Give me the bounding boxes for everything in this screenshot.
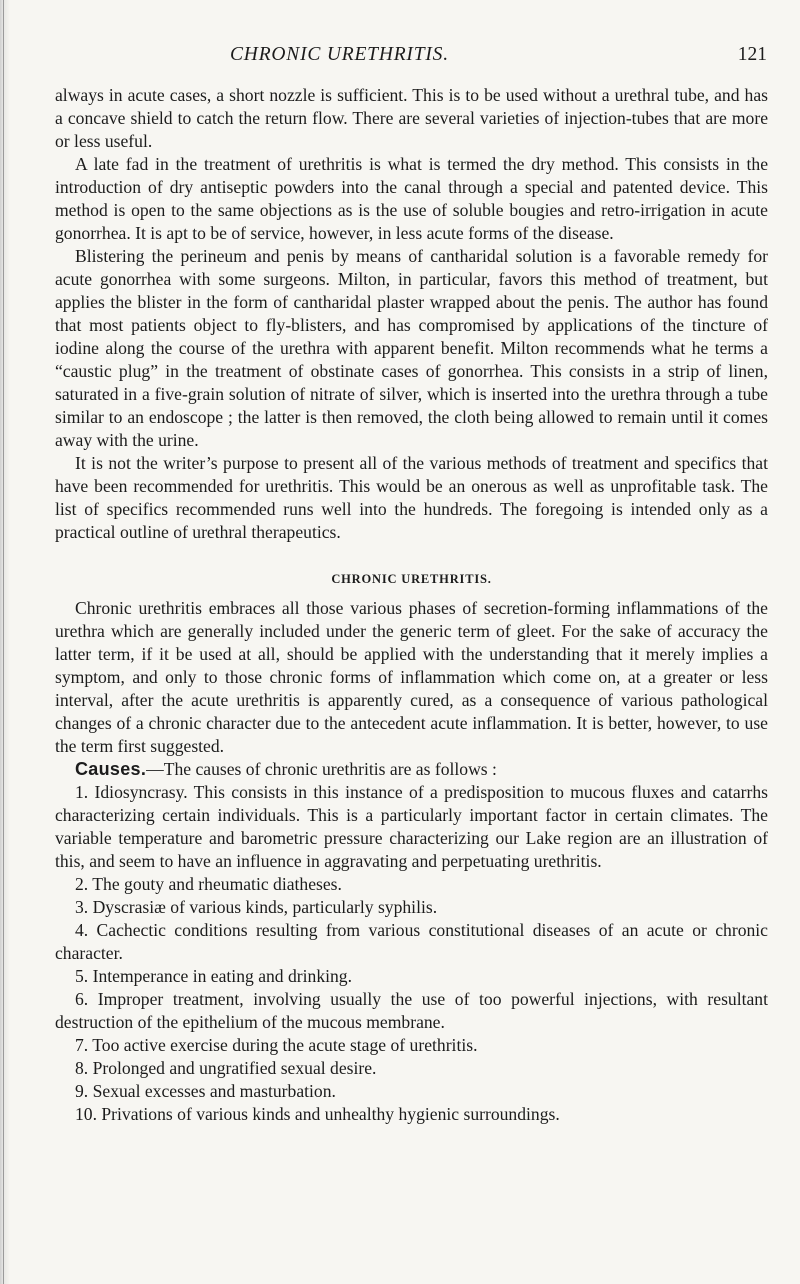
paragraph-dry-method: A late fad in the treatment of urethritis is what is termed the dry method. This consists in the introduction of dry antiseptic powders into the canal through a special and patented device. This method is open to the same objections as is the use of soluble bougies and retro-irrigation in acute gonorrhea. It is apt to be of service, however, in less acute forms of the disease.: [55, 154, 768, 243]
list-item: 9. Sexual excesses and masturbation.: [75, 1081, 336, 1101]
running-title: CHRONIC URETHRITIS.: [230, 44, 449, 65]
list-item: 2. The gouty and rheumatic diatheses.: [75, 874, 342, 894]
paragraph-blistering: Blistering the perineum and penis by means of cantharidal solution is a favorable remedy for acute gonorrhea with some surgeons. Milton, in particular, favors this method of treatment, but applies the blister in the form of cantharidal plaster wrapped about the penis. The author has found that most patients object to fly-blisters, and has compromised by applications of the tincture of iodine along the course of the urethra with apparent benefit. Milton recommends what he terms a “caustic plug” in the treatment of obstinate cases of gonorrhea. This consists in a strip of linen, saturated in a five-grain solution of nitrate of silver, which is inserted into the urethra through a tube similar to an endoscope ; the latter is then removed, the cloth being allowed to remain until it comes away with the urine.: [55, 246, 768, 450]
list-item: 4. Cachectic conditions resulting from various constitutional diseases of an acute or chronic character.: [55, 920, 768, 963]
causes-intro-text: —The causes of chronic urethritis are as follows :: [146, 759, 497, 779]
page-number: 121: [737, 44, 767, 65]
paragraph-continued: always in acute cases, a short nozzle is sufficient. This is to be used without a urethral tube, and has a concave shield to catch the return flow. There are several varieties of injection-tubes that are more or less useful.: [55, 85, 768, 151]
list-item: 3. Dyscrasiæ of various kinds, particularly syphilis.: [75, 897, 438, 917]
paragraph-writers-purpose: It is not the writer’s purpose to present all of the various methods of treatment and specifics that have been recommended for urethritis. This would be an onerous as well as unprofitable task. The list of specifics recommended runs well into the hundreds. The foregoing is intended only as a practical outline of urethral therapeutics.: [55, 453, 768, 542]
list-item: 1. Idiosyncrasy. This consists in this instance of a predisposition to mucous fluxes and catarrhs characterizing certain individuals. This is a particularly important factor in certain climates. The variable temperature and barometric pressure characterizing our Lake region are an illustration of this, and seem to have an influence in aggravating and perpetuating urethritis.: [55, 782, 768, 871]
paragraph-chronic-intro: Chronic urethritis embraces all those various phases of secretion-forming inflammations of the urethra which are generally included under the generic term of gleet. For the sake of accuracy the latter term, if it be used at all, should be applied with the understanding that it merely implies a symptom, and only to those chronic forms of inflammation which come on, at a greater or less interval, after the acute urethritis is apparently cured, as a consequence of various pathological changes of a chronic character due to the antecedent acute inflammation. It is better, however, to use the term first suggested.: [55, 598, 768, 756]
list-item: 5. Intemperance in eating and drinking.: [75, 966, 353, 986]
list-item: 8. Prolonged and ungratified sexual desire.: [75, 1058, 377, 1078]
list-item: 10. Privations of various kinds and unhealthy hygienic surroundings.: [75, 1104, 560, 1124]
list-item: 6. Improper treatment, involving usually the use of too powerful injections, with resultant destruction of the epithelium of the mucous membrane.: [55, 989, 768, 1032]
page-body: [55, 84, 768, 1126]
section-heading: CHRONIC URETHRITIS.: [331, 572, 492, 586]
page-binding-edge: [0, 0, 10, 1284]
page-header: [55, 44, 767, 70]
causes-label: Causes.: [75, 759, 147, 779]
paragraph-causes: [55, 758, 768, 781]
list-item: 7. Too active exercise during the acute stage of urethritis.: [75, 1035, 478, 1055]
